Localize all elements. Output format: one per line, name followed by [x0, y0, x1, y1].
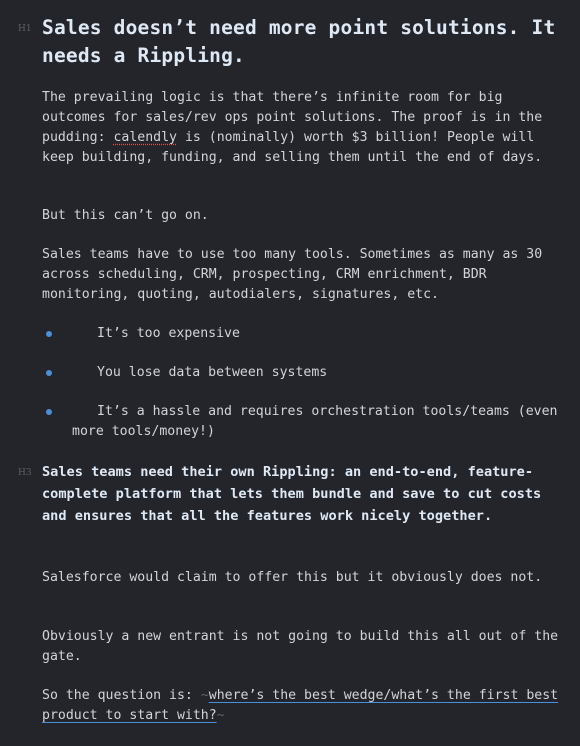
intro-text-end: is (nominally) worth $3 billion! People will keep building, funding, and selling them until the end of days. [42, 130, 543, 165]
question-link[interactable]: where’s the best wedge/what’s the first best product to start with? [42, 688, 559, 723]
intro-paragraph[interactable] [42, 88, 562, 168]
document-title[interactable]: Sales doesn’t need more point solutions. It needs a Rippling. [42, 16, 556, 67]
paragraph-question[interactable] [42, 686, 562, 726]
question-prefix: So the question is: [42, 688, 201, 703]
misspelled-word[interactable]: calendly [113, 130, 177, 145]
strikethrough-marker-open: ~ [200, 688, 209, 703]
heading-level-marker: H1 [18, 24, 32, 34]
heading-level-marker: H3 [18, 468, 32, 478]
list-item[interactable]: It’s too expensive [97, 326, 240, 341]
bullet-dot [46, 409, 52, 415]
paragraph-cant-go-on[interactable]: But this can’t go on. [42, 208, 209, 223]
list-item[interactable]: You lose data between systems [97, 365, 328, 380]
paragraph-too-many-tools[interactable]: Sales teams have to use too many tools. Sometimes as many as 30 across scheduling, CRM, prospecting, CRM enrichment, BDR monitoring, quoting, autodialers, signatures, etc. [42, 247, 543, 302]
strikethrough-marker-close: ~ [216, 708, 225, 723]
list-item[interactable]: It’s a hassle and requires orchestration tools/teams (even more tools/money!) [72, 404, 558, 439]
section-heading[interactable]: Sales teams need their own Rippling: an end-to-end, feature-complete platform that lets them bundle and save to cut costs and ensures that all the features work nicely together. [42, 464, 542, 524]
paragraph-new-entrant[interactable]: Obviously a new entrant is not going to build this all out of the gate. [42, 629, 559, 664]
intro-text-start: The prevailing logic is that there’s infinite room for big outcomes for sales/rev ops point solutions. The proof is in the pudding: [42, 90, 543, 145]
paragraph-salesforce[interactable]: Salesforce would claim to offer this but it obviously does not. [42, 570, 543, 585]
